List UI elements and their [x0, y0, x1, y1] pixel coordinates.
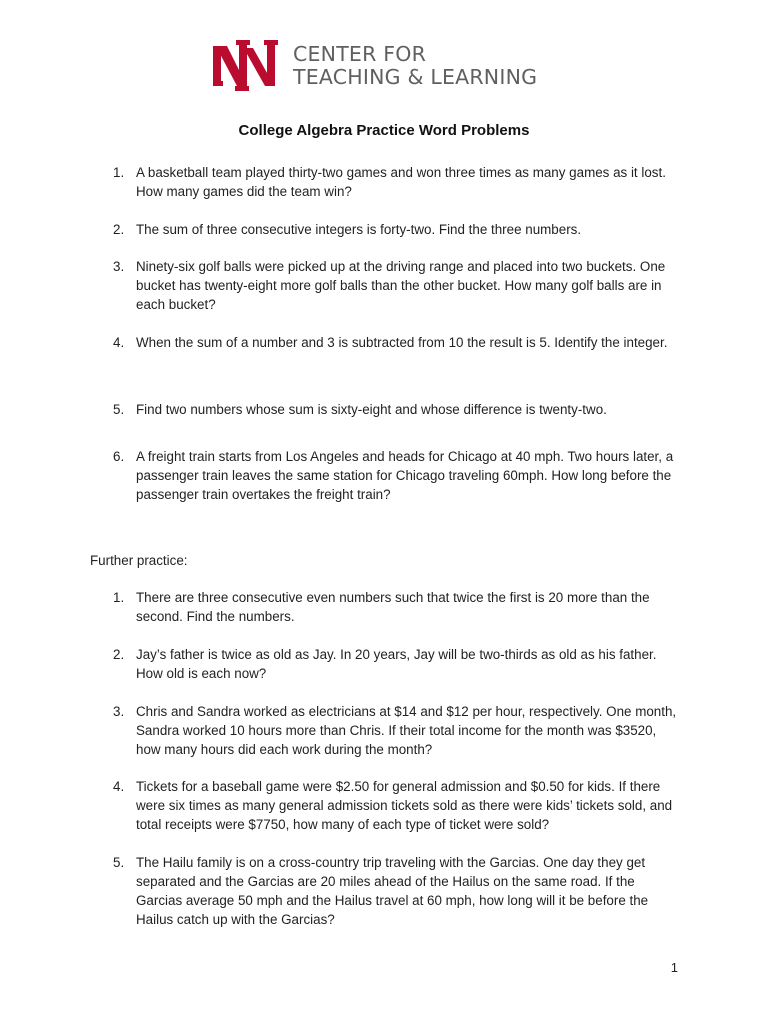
problem-text: Find two numbers whose sum is sixty-eight and whose difference is twenty-two.	[136, 402, 607, 417]
problem-text: There are three consecutive even numbers such that twice the first is 20 more than the second. Find the numbers.	[136, 590, 650, 624]
problem-text: Ninety-six golf balls were picked up at the driving range and placed into two buckets. One bucket has twenty-eight more golf balls than the other bucket. How many golf balls are in each bucket?	[136, 259, 666, 312]
problem-text: When the sum of a number and 3 is subtracted from 10 the result is 5. Identify the integer.	[136, 335, 668, 350]
problem-number: 3.	[113, 704, 125, 719]
problem-text: The sum of three consecutive integers is forty-two. Find the three numbers.	[136, 222, 582, 237]
logo-text	[293, 43, 537, 89]
problem-number: 4.	[113, 779, 125, 794]
problem-text: Chris and Sandra worked as electricians at $14 and $12 per hour, respectively. One month, Sandra worked 10 hours more than Chris. If their total income for the month was $3520, how many hours did each work during the month?	[136, 704, 677, 757]
further-practice-label: Further practice:	[90, 553, 188, 568]
problem-text: Jay’s father is twice as old as Jay. In 20 years, Jay will be two-thirds as old as his father. How old is each now?	[136, 647, 657, 681]
further-problem-4	[105, 777, 680, 834]
problem-4	[105, 333, 680, 352]
logo-text-line2: TEACHING & LEARNING	[293, 65, 538, 89]
problem-number: 4.	[113, 335, 125, 350]
logo-text-line1: CENTER FOR	[293, 42, 427, 66]
problem-6	[105, 447, 680, 504]
problem-1	[105, 163, 680, 201]
problem-2	[105, 220, 680, 239]
problem-text: A basketball team played thirty-two games and won three times as many games as it lost. How many games did the team win?	[136, 165, 666, 199]
problem-number: 3.	[113, 259, 125, 274]
problem-number: 2.	[113, 222, 125, 237]
problem-text: Tickets for a baseball game were $2.50 for general admission and $0.50 for kids. If there were six times as many general admission tickets sold as there were kids’ tickets sold, and total receipts were $7750, how many of each type of ticket were sold?	[136, 779, 673, 832]
unm-logo-icon	[213, 40, 283, 92]
further-problem-3	[105, 702, 680, 759]
problem-number: 1.	[113, 165, 125, 180]
problem-3	[105, 257, 680, 314]
problem-5	[105, 400, 680, 419]
problem-number: 1.	[113, 590, 125, 605]
further-problem-5	[105, 853, 680, 929]
problem-text: A freight train starts from Los Angeles and heads for Chicago at 40 mph. Two hours later, a passenger train leaves the same station for Chicago traveling 60mph. How long before the passenger train overtakes the freight train?	[136, 449, 674, 502]
document-title: College Algebra Practice Word Problems	[238, 122, 530, 139]
further-problem-1	[105, 588, 680, 626]
problem-number: 5.	[113, 855, 125, 870]
further-problem-2	[105, 645, 680, 683]
problem-text: The Hailu family is on a cross-country trip traveling with the Garcias. One day they get separated and the Garcias are 20 miles ahead of the Hailus on the same road. If the Garcias average 50 mph and the Hailus travel at 60 mph, how long will it be before the Hailus catch up with the Garcias?	[136, 855, 649, 927]
page-number: 1	[670, 960, 678, 975]
problem-number: 2.	[113, 647, 125, 662]
problem-number: 6.	[113, 449, 125, 464]
problem-number: 5.	[113, 402, 125, 417]
header	[213, 40, 537, 92]
